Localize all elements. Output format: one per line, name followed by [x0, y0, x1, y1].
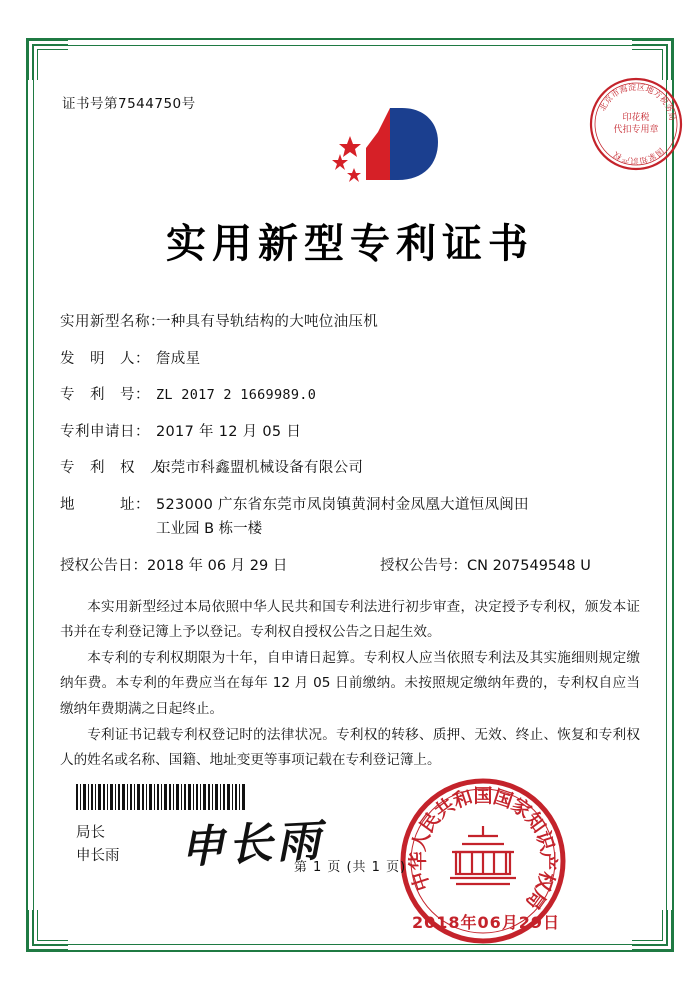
corner-ornament-bottom-right: [632, 910, 674, 952]
legal-paragraph-2: 本专利的专利权期限为十年，自申请日起算。专利权人应当依照专利法及其实施细则规定缴纳年费。本专利的年费应当在每年 12 月 05 日前缴纳。未按照规定缴纳年费的，专利权自应当缴纳年费期满之日起终止。: [60, 650, 640, 717]
value-address-line1: 523000 广东省东莞市凤岗镇黄洞村金凤凰大道恒凤闽田: [156, 496, 529, 513]
field-inventor: [60, 352, 640, 367]
svg-text:权: 权: [531, 868, 559, 894]
svg-text:共: 共: [430, 793, 459, 823]
svg-text:淀: 淀: [627, 82, 637, 93]
svg-text:京: 京: [602, 93, 615, 106]
value-grant-date: 2018 年 06 月 29 日: [147, 557, 288, 574]
field-utility-model-name: [60, 315, 640, 330]
label-patent-number: 专 利 号：: [60, 387, 150, 403]
field-grant-number: [380, 559, 640, 574]
value-address-line2: 工业园 B 栋一楼: [156, 521, 263, 537]
field-application-date: [60, 425, 640, 440]
svg-text:华: 华: [407, 851, 429, 871]
label-address: 地 址：: [60, 496, 150, 513]
tax-stamp-seal: [580, 68, 692, 180]
svg-text:印花税: 印花税: [622, 113, 650, 123]
page-footer: 第 1 页 (共 1 页): [293, 860, 407, 875]
svg-text:方: 方: [651, 88, 664, 101]
barcode: [76, 784, 248, 810]
page-title: 实用新型专利证书: [166, 221, 534, 267]
svg-text:民: 民: [415, 808, 445, 837]
svg-text:中: 中: [407, 868, 435, 894]
svg-text:人: 人: [407, 828, 435, 854]
svg-text:国: 国: [473, 785, 493, 807]
label-grant-date: 授权公告日：: [60, 557, 147, 574]
svg-text:北: 北: [597, 101, 610, 113]
corner-ornament-top-left: [26, 38, 68, 80]
label-application-date: 专利申请日：: [60, 423, 150, 440]
legal-paragraph-3: 专利证书记载专利权登记时的法律状况。专利权的转移、质押、无效、终止、恢复和专利权人的姓名或名称、国籍、地址变更等事项记载在专利登记簿上。: [60, 726, 640, 768]
svg-text:市: 市: [609, 87, 622, 100]
svg-text:知: 知: [638, 154, 649, 165]
field-patent-number: [60, 388, 640, 403]
svg-text:税: 税: [657, 94, 670, 107]
grant-info-row: [60, 559, 640, 574]
svg-text:产: 产: [537, 851, 559, 871]
label-patentee: 专 利 权 人：: [60, 460, 180, 476]
svg-text:权: 权: [612, 149, 624, 162]
value-utility-model-name: 一种具有导轨结构的大吨位油压机: [156, 314, 378, 330]
legal-text: [60, 595, 640, 773]
svg-text:局: 局: [666, 111, 677, 122]
svg-text:产: 产: [620, 153, 632, 165]
svg-text:家: 家: [646, 151, 658, 163]
field-address: [60, 498, 640, 513]
svg-text:务: 务: [663, 102, 675, 114]
svg-text:局: 局: [521, 885, 551, 914]
svg-text:地: 地: [644, 84, 656, 96]
svg-text:和: 和: [450, 785, 476, 813]
value-application-date: 2017 年 12 月 05 日: [156, 423, 302, 440]
svg-text:家: 家: [507, 793, 536, 823]
label-inventor: 发 明 人：: [60, 350, 150, 367]
seal-date: 2018年06月29日: [412, 913, 561, 932]
label-grant-number: 授权公告号：: [380, 557, 467, 574]
field-patentee: [60, 461, 640, 476]
svg-text:海: 海: [618, 84, 629, 96]
svg-text:识: 识: [531, 828, 559, 854]
field-list: [60, 315, 640, 573]
value-patent-number: ZL 2017 2 1669989.0: [156, 387, 317, 403]
svg-text:知: 知: [521, 808, 551, 837]
handwritten-signature: 申长雨: [178, 815, 326, 874]
label-utility-model-name: 实用新型名称：: [60, 314, 165, 330]
value-patentee: 东莞市科鑫盟机械设备有限公司: [156, 460, 364, 476]
value-grant-number: CN 207549548 U: [467, 557, 591, 574]
cnipa-logo-icon: [328, 102, 448, 197]
director-role-label: 局长: [76, 825, 105, 841]
svg-text:代扣专用章: 代扣专用章: [613, 125, 659, 135]
svg-text:区: 区: [636, 82, 646, 93]
legal-paragraph-1: 本实用新型经过本局依照中华人民共和国专利法进行初步审查，决定授予专利权，颁发本证书并在专利登记簿上予以登记。专利权自授权公告之日起生效。: [60, 599, 640, 641]
svg-text:识: 识: [630, 155, 639, 166]
certificate-number: 证书号第7544750号: [62, 96, 196, 112]
field-grant-date: [60, 559, 380, 574]
value-inventor: 詹成星: [156, 350, 201, 367]
corner-ornament-bottom-left: [26, 910, 68, 952]
svg-text:国: 国: [490, 785, 516, 813]
director-name-label: 申长雨: [76, 848, 120, 865]
svg-text:国: 国: [653, 145, 666, 158]
